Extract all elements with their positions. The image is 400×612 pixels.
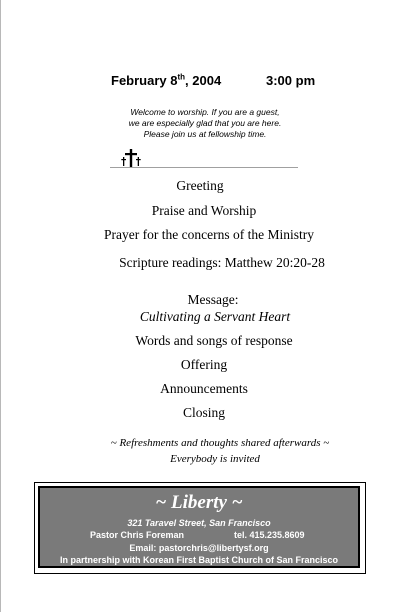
welcome-line-3: Please join us at fellowship time.: [143, 129, 267, 139]
date-year: , 2004: [185, 73, 222, 88]
praise-and-worship: Praise and Worship: [151, 203, 257, 218]
welcome-line-1: Welcome to worship. If you are a guest,: [130, 107, 280, 117]
message-label: Message:: [187, 292, 239, 307]
offering: Offering: [180, 357, 228, 372]
date-suffix: th: [177, 72, 186, 82]
pastor-name: Pastor Chris Foreman: [90, 530, 185, 540]
prayer: Prayer for the concerns of the Ministry: [104, 227, 314, 242]
crosses-icon: [121, 148, 141, 168]
refreshments-note: ~ Refreshments and thoughts shared afterwards ~: [110, 437, 330, 449]
everybody-invited: Everybody is invited: [170, 453, 260, 465]
welcome-line-2: we are especially glad that you are here.: [128, 118, 282, 128]
closing: Closing: [182, 405, 225, 420]
liberty-box: [38, 486, 360, 568]
service-date: [111, 73, 221, 88]
liberty-partnership: In partnership with Korean First Baptist Church of San Francisco: [59, 555, 339, 565]
announcements: Announcements: [160, 381, 248, 396]
response: Words and songs of response: [135, 333, 293, 348]
liberty-address: 321 Taravel Street, San Francisco: [127, 518, 271, 528]
pastor-line: [40, 530, 358, 542]
service-time: 3:00 pm: [266, 73, 316, 88]
liberty-email: Email: pastorchris@libertysf.org: [129, 543, 269, 553]
page-left-edge: [0, 0, 1, 612]
pastor-tel: tel. 415.235.8609: [234, 530, 305, 540]
greeting: Greeting: [176, 178, 224, 193]
scripture-readings: Scripture readings: Matthew 20:20-28: [119, 255, 325, 270]
message-title: Cultivating a Servant Heart: [139, 309, 291, 324]
welcome-message: [100, 107, 310, 140]
divider-line: [110, 167, 298, 168]
liberty-title: ~ Liberty ~: [155, 492, 243, 513]
date-main: February 8: [111, 73, 178, 88]
